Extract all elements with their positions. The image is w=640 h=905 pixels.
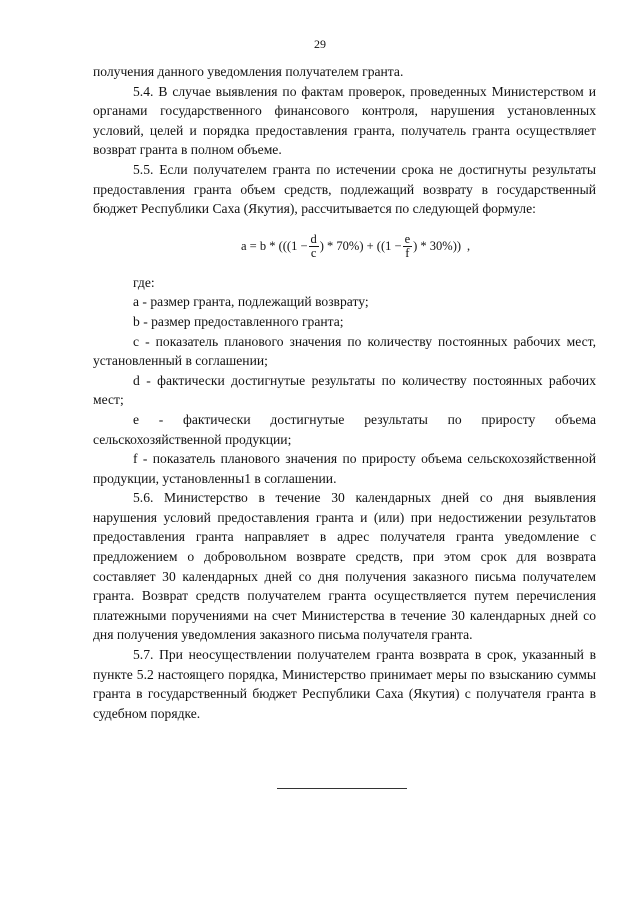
definition-a: a - размер гранта, подлежащий возврату;: [133, 294, 369, 310]
formula-right: ) * 30%)): [413, 238, 462, 253]
definition-c: c - показатель планового значения по количеству постоянных рабочих мест, установленный в соглашении;: [93, 333, 596, 369]
definition-d: d - фактически достигнутые результаты по количеству постоянных рабочих мест;: [93, 372, 596, 408]
document-body: [93, 62, 596, 723]
paragraph-continuation: получения данного уведомления получателем гранта.: [93, 64, 404, 79]
fraction-denominator: f: [405, 246, 410, 261]
formula: [93, 227, 596, 267]
paragraph-5-4: 5.4. В случае выявления по фактам проверок, проведенных Министерством и органами государственного финансового контроля, нарушения установленных условий, целей и порядка предоставления гранта, получатель гранта осуществляет возврат гранта в полном объеме.: [93, 83, 596, 158]
where-label: где:: [133, 274, 155, 290]
formula-comma: ,: [467, 238, 471, 253]
definition-e: e - фактически достигнутые результаты по приросту объема сельскохозяйственной продукции;: [93, 411, 596, 447]
definition-f: f - показатель планового значения по приросту объема сельскохозяйственной продукции, установленны1 в соглашении.: [93, 451, 596, 486]
fraction-e-over-f: [403, 233, 413, 260]
fraction-numerator: e: [404, 232, 411, 247]
fraction-d-over-c: [309, 233, 319, 260]
paragraph-5-6: 5.6. Министерство в течение 30 календарных дней со дня выявления нарушения условий предоставления гранта и (или) при недостижении результатов предоставления гранта направляет в адрес получателя гранта уведомление с предложением о добровольном возврате средств, при этом срок для возврата составляет 30 календарных дней со дня получения заказного письма получателем гранта. Возврат средств получателем гранта осуществляется путем перечисления платежными поручениями на счет Министерства в течение 30 календарных дней со дня получения уведомления заказного письма получателя гранта.: [93, 490, 596, 643]
definition-b: b - размер предоставленного гранта;: [133, 313, 344, 329]
formula-middle: ) * 70%) + ((1 −: [319, 238, 402, 253]
fraction-denominator: c: [310, 246, 317, 261]
page-number: 29: [314, 37, 326, 51]
paragraph-5-7: 5.7. При неосуществлении получателем гранта возврата в срок, указанный в пункте 5.2 настоящего порядка, Министерство принимает меры по взысканию суммы гранта в государственный бюджет Республики Саха (Якутия) с получателя гранта в судебном порядке.: [93, 647, 596, 721]
paragraph-5-5: 5.5. Если получателем гранта по истечении срока не достигнуты результаты предоставления гранта объем средств, подлежащий возврату в государственный бюджет Республики Саха (Якутия), рассчитывается по следующей формуле:: [93, 161, 596, 217]
end-divider: [277, 788, 407, 789]
formula-left: a = b * (((1 −: [241, 238, 308, 253]
fraction-numerator: d: [310, 232, 317, 247]
